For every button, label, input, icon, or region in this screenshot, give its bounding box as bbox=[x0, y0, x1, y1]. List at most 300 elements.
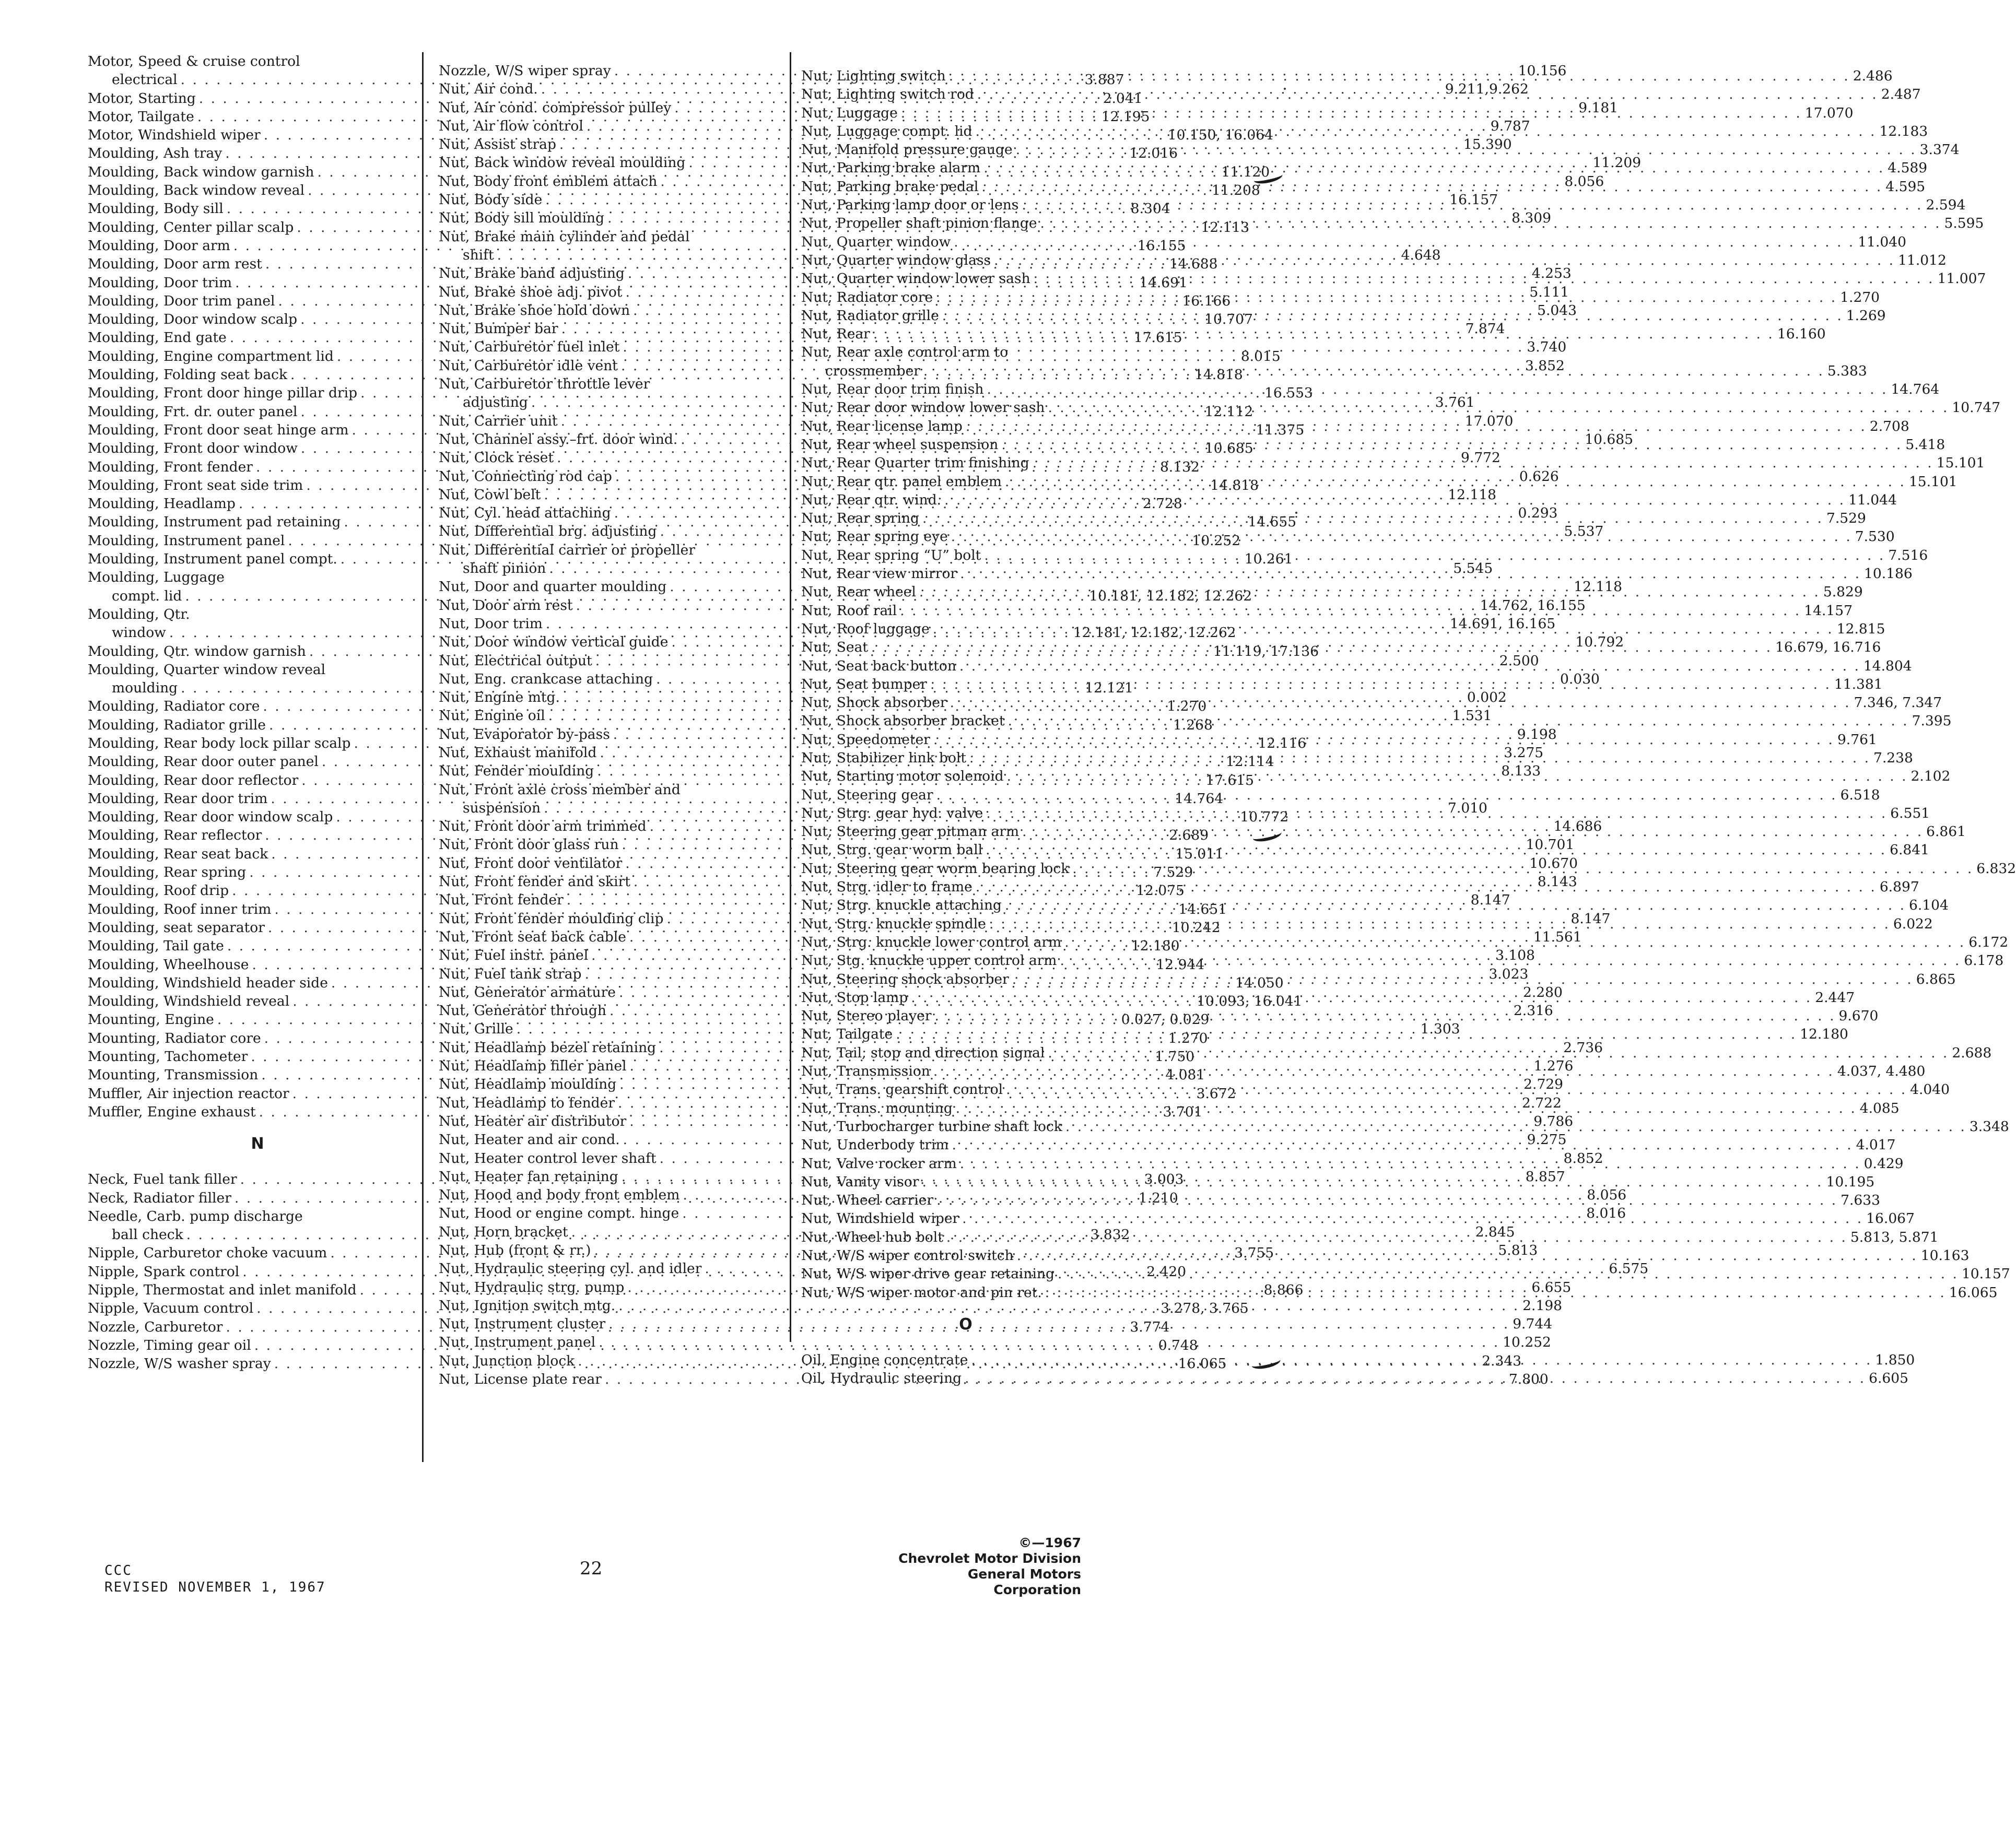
entry-label: Motor, Speed & cruise control bbox=[88, 53, 300, 69]
entry-page-ref: 2.594 bbox=[1926, 197, 1966, 214]
entry-label: Moulding, Roof inner trim bbox=[88, 901, 272, 917]
entry-label: Moulding, Door trim bbox=[88, 274, 232, 291]
entry-page-ref: 5.418 bbox=[1905, 436, 1945, 453]
entry-page-ref: 11.120 bbox=[1221, 163, 1270, 180]
entry-label: Nut, Bumper bar bbox=[439, 321, 558, 337]
entry-label: Nut, Lighting switch rod bbox=[801, 86, 974, 103]
entry-label: Nipple, Spark control bbox=[88, 1263, 240, 1280]
entry-label: Nut, Carburetor fuel inlet bbox=[439, 339, 620, 356]
dot-leader bbox=[922, 1173, 1823, 1191]
entry-label: Moulding, Windshield reveal bbox=[88, 993, 290, 1010]
entry-page-ref: 7.529 bbox=[1826, 510, 1866, 527]
entry-label: Nut, Differential brg. adjusting bbox=[439, 523, 657, 540]
entry-label: Nut, Rear spring bbox=[801, 510, 920, 527]
entry-page-ref: 8.866 bbox=[1263, 1282, 1304, 1298]
entry-page-ref: 16.679, 16.716 bbox=[1775, 639, 1881, 656]
entry-page-ref: 0.748 bbox=[1158, 1337, 1198, 1353]
entry-label: Nut, Door and quarter moulding bbox=[439, 579, 667, 595]
entry-page-ref: 11.007 bbox=[1937, 270, 1986, 287]
entry-page-ref: 5.829 bbox=[1823, 584, 1863, 600]
entry-page-ref: 10.093, 16.041 bbox=[1197, 993, 1303, 1010]
entry-label: Nut, Differential carrier or propeller bbox=[439, 541, 696, 558]
entry-page-ref: 10.792 bbox=[1575, 634, 1624, 651]
dot-leader bbox=[1040, 214, 1941, 232]
entry-page-ref: 6.861 bbox=[1926, 823, 1966, 840]
entry-page-ref: 15.390 bbox=[1463, 136, 1512, 153]
entry-page-ref: 4.648 bbox=[1401, 246, 1441, 263]
entry-page-ref: 10.261 bbox=[1244, 551, 1293, 568]
entry-page-ref: 2.728 bbox=[1142, 496, 1182, 512]
entry-label: Nut, Underbody trim bbox=[801, 1137, 949, 1153]
entry-page-ref: 4.017 bbox=[1856, 1137, 1896, 1153]
entry-label: Nut, Lighting switch bbox=[801, 68, 946, 84]
entry-label: Mounting, Engine bbox=[88, 1011, 214, 1028]
entry-page-ref: 9.211,9.262 bbox=[1445, 81, 1529, 98]
entry-page-ref: 8.147 bbox=[1570, 910, 1611, 927]
dot-leader bbox=[965, 1369, 1866, 1387]
entry-label: Moulding, Instrument panel bbox=[88, 532, 285, 549]
entry-page-ref: 8.133 bbox=[1501, 763, 1541, 780]
dot-leader bbox=[986, 804, 1887, 822]
entry-page-ref: 12.180 bbox=[1800, 1026, 1848, 1043]
entry-page-ref: 15.101 bbox=[1908, 473, 1958, 490]
entry-label: Moulding, Back window reveal bbox=[88, 182, 305, 199]
entry-page-ref: 8.857 bbox=[1525, 1168, 1565, 1185]
entry-label: Nut, Rear qtr. panel emblem bbox=[801, 473, 1002, 490]
dot-leader bbox=[960, 564, 1861, 583]
entry-page-ref: 14.688 bbox=[1169, 256, 1218, 273]
entry-page-ref: 10.181, 12.182, 12.262 bbox=[1089, 587, 1252, 604]
dot-leader bbox=[962, 1209, 1863, 1228]
entry-label: Nut, Front fender moulding clip bbox=[439, 910, 664, 927]
entry-page-ref: 12.180 bbox=[1131, 938, 1180, 955]
dot-leader bbox=[1034, 269, 1935, 288]
entry-label: Nut, Strg. knuckle spindle bbox=[801, 915, 986, 932]
entry-label: Nut, Engine oil bbox=[439, 708, 545, 724]
entry-label: Nut, Door window vertical guide bbox=[439, 634, 669, 651]
entry-page-ref: 9.761 bbox=[1837, 731, 1877, 748]
dot-leader bbox=[1022, 822, 1923, 841]
entry-label: Nut, Clock reset bbox=[439, 450, 554, 466]
entry-label: Nozzle, W/S washer spray bbox=[88, 1356, 271, 1372]
entry-label: Neck, Fuel tank filler bbox=[88, 1171, 237, 1188]
entry-page-ref: 1.270 bbox=[1168, 1030, 1208, 1046]
entry-label: Moulding, Qtr. bbox=[88, 606, 190, 622]
entry-label: Moulding, Body sill bbox=[88, 201, 224, 217]
entry-label: Moulding, Frt. dr. outer panel bbox=[88, 403, 298, 420]
entry-page-ref: 16.166 bbox=[1182, 292, 1231, 309]
entry-page-ref: 2.486 bbox=[1853, 68, 1893, 84]
dot-leader bbox=[1005, 896, 1906, 914]
entry-label: Moulding, Luggage bbox=[88, 569, 225, 586]
entry-page-ref: 5.043 bbox=[1537, 302, 1577, 319]
entry-page-ref: 12.075 bbox=[1136, 882, 1185, 899]
entry-label: Moulding, Qtr. window garnish bbox=[88, 643, 306, 659]
entry-page-ref: 15.101 bbox=[1936, 455, 1985, 472]
entry-page-ref: 2.316 bbox=[1513, 1003, 1553, 1019]
entry-page-ref: 0.293 bbox=[1518, 505, 1558, 522]
entry-page-ref: 17.070 bbox=[1464, 413, 1514, 429]
entry-page-ref: 1.276 bbox=[1533, 1058, 1574, 1075]
entry-page-ref: 12.195 bbox=[1101, 108, 1150, 125]
entry-page-ref: 6.551 bbox=[1890, 805, 1930, 821]
entry-label: Nipple, Carburetor choke vacuum bbox=[88, 1245, 327, 1262]
entry-page-ref: 14.804 bbox=[1863, 657, 1912, 674]
entry-page-ref: 12.121 bbox=[1085, 680, 1133, 697]
entry-label: Nut, Heater control lever shaft bbox=[439, 1150, 657, 1167]
entry-label: Nut, Front door ventilator bbox=[439, 855, 623, 871]
entry-page-ref: 16.553 bbox=[1264, 385, 1313, 402]
entry-label: Nut, Evaporator by-pass bbox=[439, 726, 610, 743]
entry-label: Moulding, Front door seat hinge arm bbox=[88, 421, 349, 438]
entry-label: Moulding, Rear door outer panel bbox=[88, 753, 319, 770]
entry-label: Moulding, Back window garnish bbox=[88, 163, 314, 180]
entry-page-ref: 0.027, 0.029 bbox=[1121, 1011, 1210, 1028]
dot-leader bbox=[1016, 140, 1917, 159]
entry-label-continuation: suspension bbox=[463, 799, 541, 816]
entry-label: Nut, Strg. knuckle lower control arm bbox=[801, 934, 1062, 950]
entry-label: Moulding, Door arm bbox=[88, 237, 230, 254]
entry-label: Nut, Hydraulic steering cyl. and idler bbox=[439, 1260, 702, 1277]
entry-label: Nut, Door trim bbox=[439, 615, 543, 632]
entry-page-ref: 1.750 bbox=[1155, 1048, 1195, 1065]
dot-leader bbox=[951, 527, 1852, 546]
entry-label: Oil, Engine concentrate bbox=[801, 1351, 968, 1368]
entry-page-ref: 10.195 bbox=[1826, 1173, 1875, 1190]
entry-label: Moulding, Engine compartment lid bbox=[88, 348, 334, 364]
entry-label: Nut, Transmission bbox=[801, 1063, 930, 1080]
entry-label: Nut, Body sill moulding bbox=[439, 210, 605, 227]
entry-label: Muffler, Engine exhaust bbox=[88, 1103, 256, 1120]
entry-label: Nut, Stabilizer link bolt bbox=[801, 749, 967, 766]
entry-label: Nut, Rear wheel suspension bbox=[801, 436, 999, 453]
dot-leader bbox=[936, 786, 1837, 804]
footer-publisher bbox=[883, 1535, 1081, 1598]
entry-label: Nut, Parking brake pedal bbox=[801, 178, 979, 195]
dot-leader bbox=[1060, 951, 1961, 970]
entry-label-continuation: moulding bbox=[112, 680, 178, 697]
entry-label-continuation: ball check bbox=[112, 1227, 183, 1243]
entry-page-ref: 9.772 bbox=[1461, 450, 1501, 466]
entry-page-ref: 3.672 bbox=[1196, 1085, 1236, 1102]
entry-label: Nut, Assist strap bbox=[439, 136, 556, 153]
entry-label: Nut, Turbocharger turbine shaft lock bbox=[801, 1118, 1062, 1135]
entry-page-ref: 8.143 bbox=[1537, 874, 1577, 890]
entry-page-ref: 4.081 bbox=[1165, 1067, 1205, 1083]
entry-page-ref: 7.346, 7.347 bbox=[1854, 694, 1942, 711]
entry-label: Nut, Radiator core bbox=[801, 289, 933, 305]
entry-page-ref: 12.016 bbox=[1129, 145, 1178, 162]
entry-page-ref: 2.500 bbox=[1499, 652, 1539, 669]
entry-label: Nut, Hub (front & rr.) bbox=[439, 1242, 591, 1258]
dot-leader bbox=[983, 159, 1884, 177]
entry-label: Moulding, Tail gate bbox=[88, 938, 224, 955]
entry-label: Nut, Windshield wiper bbox=[801, 1210, 959, 1227]
entry-page-ref: 14.691 bbox=[1139, 274, 1188, 291]
entry-page-ref: 5.111 bbox=[1529, 284, 1569, 300]
entry-page-ref: 7.874 bbox=[1465, 321, 1505, 337]
entry-label: Nut, Luggage bbox=[801, 104, 898, 121]
entry-page-ref: 9.181 bbox=[1578, 99, 1619, 116]
entry-page-ref: 11.381 bbox=[1834, 676, 1883, 692]
entry-label: Nut, Trans. mounting bbox=[801, 1100, 953, 1116]
entry-page-ref: 15.011 bbox=[1175, 845, 1224, 862]
entry-label: Nut, Radiator grille bbox=[801, 307, 939, 324]
dot-leader bbox=[1065, 1117, 1966, 1136]
entry-page-ref: 2.447 bbox=[1815, 989, 1855, 1006]
entry-label: Nut, Tailgate bbox=[801, 1026, 893, 1043]
entry-page-ref: 8.015 bbox=[1240, 348, 1281, 364]
entry-label: Moulding, Headlamp bbox=[88, 496, 236, 512]
entry-label: Nut, Eng. crankcase attaching bbox=[439, 670, 653, 687]
dot-leader bbox=[1045, 1283, 1946, 1302]
entry-page-ref: 3.003 bbox=[1144, 1171, 1184, 1188]
entry-page-ref: 10.685 bbox=[1204, 440, 1253, 457]
entry-page-ref: 5.813, 5.871 bbox=[1850, 1229, 1939, 1245]
footer-copyright: ©—1967 bbox=[1018, 1535, 1081, 1550]
entry-page-ref: 2.041 bbox=[1103, 90, 1143, 107]
entry-page-ref: 0.626 bbox=[1519, 468, 1559, 485]
entry-page-ref: 2.722 bbox=[1521, 1094, 1562, 1111]
dot-leader bbox=[1048, 1044, 1949, 1062]
entry-page-ref: 14.655 bbox=[1248, 514, 1297, 531]
dot-leader bbox=[959, 657, 1860, 675]
entry-page-ref: 12.118 bbox=[1574, 579, 1622, 595]
entry-page-ref: 10.747 bbox=[1952, 399, 2001, 416]
page-number: 22 bbox=[580, 1558, 603, 1579]
entry-page-ref: 10.772 bbox=[1240, 809, 1289, 826]
entry-page-ref: 7.800 bbox=[1508, 1371, 1549, 1388]
entry-label: Nut, Seat back button bbox=[801, 657, 956, 674]
entry-label: Nut, Rear bbox=[801, 326, 870, 343]
entry-label: Nut, Valve rocker arm bbox=[801, 1155, 957, 1172]
entry-page-ref: 8.852 bbox=[1563, 1150, 1603, 1167]
entry-label: Moulding, Door window scalp bbox=[88, 311, 298, 328]
entry-label: Nut, Generator armature bbox=[439, 984, 616, 1000]
entry-label: Nut, Rear door trim finish bbox=[801, 381, 984, 398]
entry-label: Moulding, Instrument panel compt. bbox=[88, 551, 337, 568]
entry-page-ref: 7.633 bbox=[1841, 1192, 1880, 1209]
dot-leader bbox=[950, 693, 1851, 712]
entry-label: Mounting, Tachometer bbox=[88, 1048, 248, 1065]
entry-label: Moulding, Front fender bbox=[88, 458, 253, 475]
entry-label: Nut, W/S wiper motor and pin ret. bbox=[801, 1284, 1042, 1301]
entry-page-ref: 16.065 bbox=[1949, 1284, 1998, 1301]
entry-page-ref: 4.085 bbox=[1859, 1100, 1900, 1116]
entry-label: Nut, Ignition switch mtg. bbox=[439, 1297, 616, 1314]
entry-page-ref: 12.116 bbox=[1258, 735, 1307, 751]
dot-leader bbox=[954, 233, 1855, 251]
entry-label: Nut, Trans. gearshift control bbox=[801, 1081, 1003, 1098]
entry-label-continuation: electrical bbox=[112, 72, 178, 88]
footer-code: CCC bbox=[104, 1563, 132, 1578]
entry-page-ref: 14.764 bbox=[1175, 790, 1224, 807]
entry-page-ref: 10.701 bbox=[1526, 836, 1575, 853]
entry-label: Nut, Stereo player bbox=[801, 1008, 932, 1024]
entry-label: Moulding, Radiator grille bbox=[88, 716, 266, 733]
footer-division: Chevrolet Motor Division bbox=[898, 1551, 1081, 1566]
entry-label: Nut, Roof luggage bbox=[801, 620, 930, 637]
dot-leader bbox=[936, 288, 1837, 307]
entry-label: Nut, Instrument panel bbox=[439, 1334, 596, 1351]
entry-label: Nut, Rear spring “U” bolt bbox=[801, 547, 981, 563]
entry-page-ref: 6.518 bbox=[1840, 786, 1880, 803]
entry-label: Nipple, Thermostat and inlet manifold bbox=[88, 1282, 357, 1298]
entry-page-ref: 10.157 bbox=[1961, 1266, 2010, 1282]
dot-leader bbox=[971, 1351, 1872, 1369]
dot-leader bbox=[944, 491, 1845, 509]
entry-page-ref: 6.178 bbox=[1964, 952, 2004, 969]
entry-page-ref: 16.157 bbox=[1449, 192, 1498, 208]
entry-page-ref: 2.688 bbox=[1952, 1044, 1992, 1061]
dot-leader bbox=[1022, 196, 1923, 214]
entry-label: Nut, Air cond. compressor pulley bbox=[439, 99, 672, 116]
entry-label: Nut, Stop lamp bbox=[801, 989, 908, 1006]
entry-label-continuation: window bbox=[112, 625, 166, 641]
entry-label: Nut, Propeller shaft pinion flange bbox=[801, 215, 1037, 232]
entry-page-ref: 12.815 bbox=[1836, 620, 1885, 637]
entry-label: Nut, Electrical output bbox=[439, 652, 592, 669]
entry-label: Nut, Strg. gear hyd. valve bbox=[801, 805, 983, 821]
entry-page-ref: 5.545 bbox=[1453, 560, 1493, 577]
entry-label: Nut, Manifold pressure gauge bbox=[801, 142, 1013, 158]
entry-label: Muffler, Air injection reactor bbox=[88, 1085, 289, 1102]
entry-label: Nozzle, Carburetor bbox=[88, 1318, 223, 1335]
dot-leader bbox=[1006, 1080, 1907, 1099]
entry-page-ref: 2.280 bbox=[1522, 984, 1563, 1000]
entry-label: Nut, Strg. gear worm ball bbox=[801, 842, 983, 858]
entry-label: Nut, Heater and air cond. bbox=[439, 1132, 620, 1148]
entry-page-ref: 9.786 bbox=[1533, 1113, 1574, 1129]
entry-page-ref: 5.595 bbox=[1944, 215, 1984, 232]
entry-label: Moulding, Front door hinge pillar drip bbox=[88, 385, 358, 402]
entry-label: Nut, Roof rail bbox=[801, 602, 897, 619]
entry-label: Mounting, Radiator core bbox=[88, 1030, 261, 1046]
entry-label: Nut, Shock absorber bbox=[801, 694, 947, 711]
entry-label: Nut, Rear wheel bbox=[801, 584, 916, 600]
dot-leader bbox=[960, 1154, 1861, 1173]
entry-page-ref: 10.186 bbox=[1864, 565, 1913, 582]
entry-page-ref: 10.163 bbox=[1920, 1247, 1970, 1264]
entry-label: Nut, Wheel carrier bbox=[801, 1192, 934, 1209]
entry-page-ref: 10.156 bbox=[1518, 63, 1567, 79]
entry-page-ref: 8.304 bbox=[1130, 201, 1170, 217]
entry-label: Nut, Carburetor idle vent bbox=[439, 357, 618, 374]
entry-page-ref: 7.010 bbox=[1448, 799, 1487, 816]
entry-page-ref: 6.104 bbox=[1909, 897, 1949, 914]
entry-page-ref: 2.198 bbox=[1522, 1297, 1563, 1314]
entry-label: Nut, Air flow control bbox=[439, 117, 583, 134]
entry-page-ref: 14.157 bbox=[1804, 602, 1853, 619]
entry-label: Nut, Rear qtr. wind. bbox=[801, 491, 942, 508]
entry-page-ref: 2.343 bbox=[1482, 1352, 1522, 1369]
dot-leader bbox=[969, 749, 1870, 767]
entry-label: Nut, Wheel hub bolt bbox=[801, 1229, 943, 1245]
footer-revised-date: REVISED NOVEMBER 1, 1967 bbox=[104, 1580, 326, 1595]
entry-label: Nut, Headlamp to fender bbox=[439, 1094, 615, 1111]
entry-page-ref: 12.112 bbox=[1204, 403, 1253, 420]
entry-page-ref: 14.050 bbox=[1235, 974, 1284, 991]
entry-page-ref: 3.740 bbox=[1527, 339, 1567, 356]
entry-page-ref: 7.238 bbox=[1873, 749, 1913, 766]
entry-page-ref: 5.813 bbox=[1498, 1242, 1538, 1258]
entry-page-ref: 3.832 bbox=[1090, 1227, 1130, 1243]
entry-page-ref: 8.132 bbox=[1159, 458, 1200, 475]
dot-leader bbox=[976, 122, 1877, 140]
dot-leader bbox=[901, 104, 1802, 122]
entry-page-ref: 4.589 bbox=[1888, 160, 1928, 176]
entry-label: Nut, Body side bbox=[439, 192, 543, 208]
entry-page-ref: 11.012 bbox=[1898, 252, 1947, 268]
entry-page-ref: 6.897 bbox=[1879, 879, 1919, 896]
dot-leader bbox=[922, 509, 1823, 527]
dot-leader bbox=[976, 878, 1877, 896]
entry-label: Nut, Rear Quarter trim finishing bbox=[801, 455, 1029, 472]
entry-page-ref: 1.210 bbox=[1138, 1189, 1178, 1206]
entry-label: Moulding, Center pillar scalp bbox=[88, 219, 294, 235]
entry-label: Nut, Brake band adjusting bbox=[439, 265, 625, 282]
entry-label: Moulding, Front door window bbox=[88, 440, 298, 457]
dot-leader bbox=[1001, 435, 1902, 454]
entry-label: Nut, Steering shock absorber bbox=[801, 971, 1009, 987]
entry-page-ref: 7.395 bbox=[1912, 713, 1952, 729]
entry-page-ref: 3.108 bbox=[1495, 947, 1536, 964]
entry-page-ref: 12.118 bbox=[1448, 486, 1497, 503]
entry-page-ref: 14.651 bbox=[1178, 901, 1227, 917]
entry-page-ref: 11.044 bbox=[1848, 491, 1897, 508]
entry-page-ref: 3.275 bbox=[1504, 744, 1544, 761]
entry-page-ref: 6.172 bbox=[1968, 934, 2009, 950]
entry-page-ref: 8.016 bbox=[1586, 1205, 1626, 1222]
dot-leader bbox=[1012, 970, 1913, 988]
entry-label: Nut, Brake shoe adj. pivot bbox=[439, 284, 623, 300]
entry-label: Nut, Fuel tank strap bbox=[439, 965, 582, 982]
entry-label: Moulding, Door arm rest bbox=[88, 256, 262, 273]
entry-page-ref: 1.850 bbox=[1875, 1351, 1915, 1368]
entry-label: Nut, Hood or engine compt. hinge bbox=[439, 1205, 679, 1222]
entry-page-ref: 6.022 bbox=[1893, 915, 1933, 932]
dot-leader bbox=[930, 675, 1831, 693]
entry-page-ref: 8.147 bbox=[1470, 892, 1510, 909]
entry-label: Nut, Fuel instr. panel bbox=[439, 947, 589, 964]
entry-label: Moulding, Rear body lock pillar scalp bbox=[88, 735, 351, 751]
entry-page-ref: 9.275 bbox=[1527, 1132, 1567, 1148]
dot-leader bbox=[952, 1136, 1853, 1154]
entry-label: Motor, Windshield wiper bbox=[88, 127, 261, 144]
entry-label: Nut, Generator through bbox=[439, 1003, 606, 1019]
entry-label: Nut, Hood and body front emblem bbox=[439, 1187, 680, 1204]
entry-page-ref: 10.685 bbox=[1585, 431, 1633, 447]
entry-label: Nut, Steering gear worm bearing lock bbox=[801, 860, 1070, 877]
footer-revision bbox=[104, 1562, 326, 1596]
entry-label: Moulding, End gate bbox=[88, 329, 227, 346]
entry-page-ref: 6.832 bbox=[1976, 860, 2016, 877]
entry-label: Nut, Heater air distributor bbox=[439, 1113, 627, 1129]
entry-label: Nut, Heater fan retaining bbox=[439, 1168, 618, 1185]
entry-page-ref: 8.309 bbox=[1511, 210, 1551, 227]
entry-page-ref: 1.270 bbox=[1167, 698, 1207, 715]
entry-label: Moulding, Rear reflector bbox=[88, 827, 262, 844]
entry-label: Nut, Fender moulding bbox=[439, 763, 594, 780]
dot-leader bbox=[1072, 859, 1973, 878]
entry-label: Nut, Rear view mirror bbox=[801, 565, 957, 582]
entry-label: Moulding, Folding seat back bbox=[88, 367, 288, 383]
entry-label: Nut, Quarter window bbox=[801, 233, 951, 250]
entry-label: Nut, Seat bumper bbox=[801, 676, 927, 692]
entry-label: Nut, Steering gear bbox=[801, 786, 933, 803]
entry-page-ref: 6.655 bbox=[1531, 1279, 1572, 1295]
entry-page-ref: 11.040 bbox=[1858, 233, 1906, 250]
